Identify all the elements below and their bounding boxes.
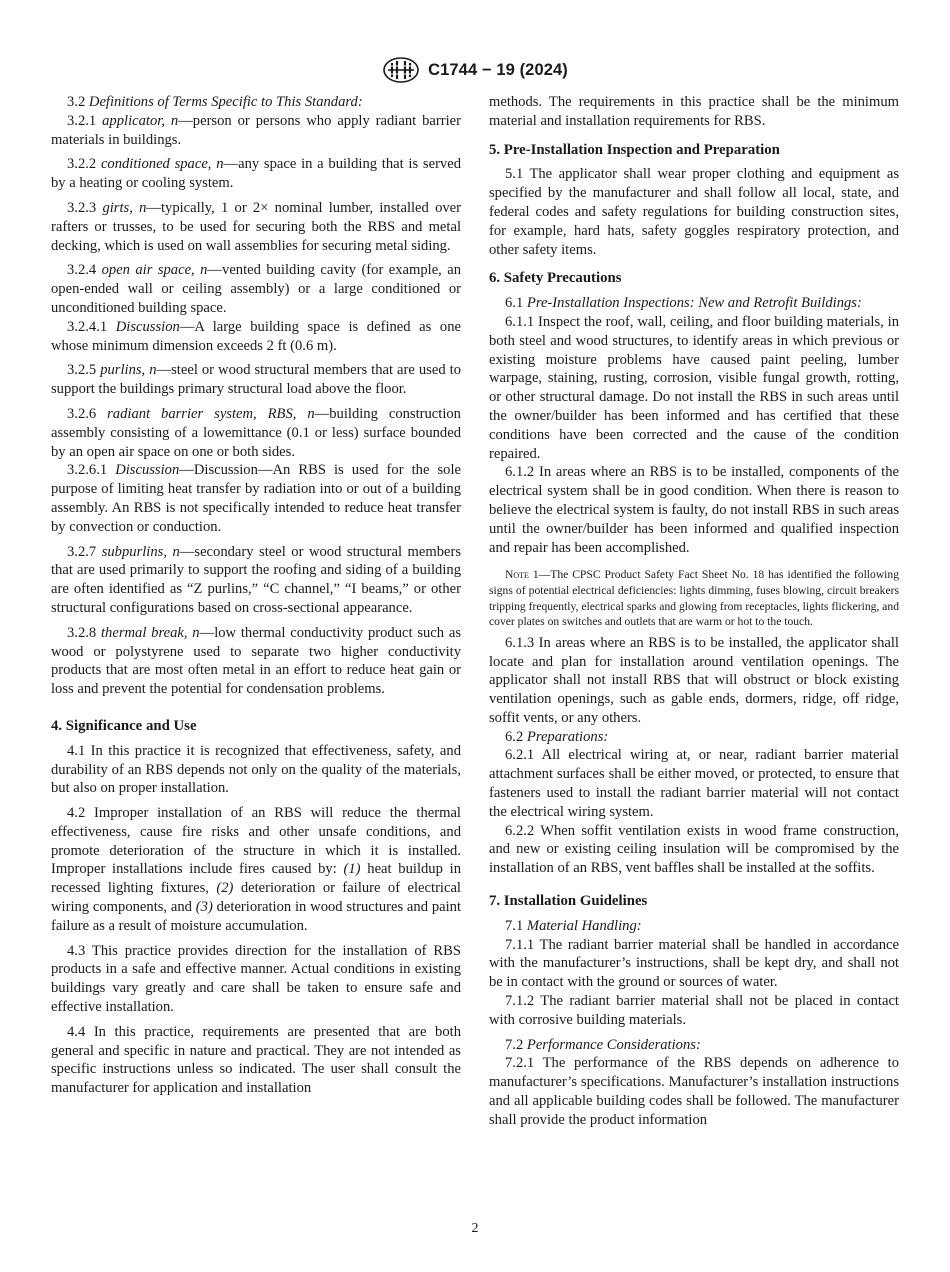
definition-3-2-4: 3.2.4 open air space, n—vented building cavity (for example, an open-ended wall or ceiling assembly) or a large conditioned or unconditioned building space. [51,262,461,316]
definition-3-2-3: 3.2.3 girts, n—typically, 1 or 2× nominal lumber, installed over rafters or trusses, to be used for securing both the RBS and metal decking, which is used on wall assemblies for securing metal siding. [51,199,461,254]
standard-designation: C1744 − 19 (2024) [428,60,568,79]
astm-logo-icon [382,57,420,83]
page-number: 2 [471,1221,479,1236]
page-header [0,56,950,84]
note-1: Note 1—The CPSC Product Safety Fact Sheet No. 18 has identified the following signs of potential electrical deficiencies: lights dimming, fuses blowing, circuit breakers tripping frequently, electrical sparks and glowing from receptacles, lights flickering, and cover plates on switches and outlets that are warm or hot to the touch. [489,568,900,629]
paragraph-7-1-2: 7.1.2 The radiant barrier material shall not be placed in contact with corrosive building materials. [489,993,899,1028]
section-heading-7: 7. Installation Guidelines [489,893,648,910]
paragraph-6-1-3: 6.1.3 In areas where an RBS is to be installed, the applicator shall locate and plan for installation around ventilation openings. The applicator shall not install RBS that will obstruct or block existing ventilation openings, such as gable ends, dormers, ridge, off ridge, soffit vents, or any others. [489,634,899,726]
definition-3-2-8: 3.2.8 thermal break, n—low thermal conductivity product such as wood or polystyrene used to separate two higher conductivity products that are most often metal in an effort to reduce heat gain or loss and prevent the potential for condensation problems. [51,624,462,698]
paragraph-4-2: 4.2 Improper installation of an RBS will reduce the thermal effectiveness, cause fire risks and other unsafe conditions, and promote deterioration of the structure in which it is installed. Improper installations include fires caused by: (1) heat buildup in recessed lighting fixtures, (2) deterioration or failure of electrical wiring components, and (3) deterioration in wood structures and paint failure as a result of moisture accumulation. [51,805,461,934]
right-column [489,93,899,1130]
paragraph-6-1-2: 6.1.2 In areas where an RBS is to be installed, components of the electrical system shall be in good condition. When there is reason to believe the electrical system is faulty, do not install RBS in such areas until the owner/builder has been informed and qualified inspection and repair has been accomplished. [489,464,899,556]
section-7-1: 7.1 Material Handling: [505,917,642,934]
paragraph-4-3: 4.3 This practice provides direction for the installation of RBS products in a safe and effective manner. Actual conditions in existing buildings vary greatly and care shall be taken to ensure safe and effective installation. [51,942,461,1016]
definition-3-2-5: 3.2.5 purlins, n—steel or wood structural members that are used to support the buildings primary structural load above the floor. [51,362,461,398]
left-column [51,93,461,1098]
section-6-1: 6.1 Pre-Installation Inspections: New and Retrofit Buildings: [505,295,862,312]
section-heading-5: 5. Pre-Installation Inspection and Preparation [489,141,780,158]
section-3-2: 3.2 Definitions of Terms Specific to This Standard: [67,94,363,110]
paragraph-6-1-1: 6.1.1 Inspect the roof, wall, ceiling, and floor building materials, in both steel and wood structures, to identify areas in which previous or existing moisture problems have caused paint peeling, lumber warpage, staining, rusting, corrosion, visible fungal growth, rotting, or other structural damage. Do not install the RBS in such areas until the owner/builder has been informed and has certified that these conditions have been corrected and the cause of the condition repaired. [489,313,899,462]
definition-3-2-1: 3.2.1 applicator, n—person or persons who apply radiant barrier materials in buildings. [51,112,462,148]
paragraph-7-1-1: 7.1.1 The radiant barrier material shall be handled in accordance with the manufacturer’s instructions, shall be kept dry, and shall not be in contact with the ground or sources of water. [489,936,899,991]
paragraph-4-4-continued: methods. The requirements in this practice shall be the minimum material and installation requirements for RBS. [489,94,899,129]
paragraph-7-2-1: 7.2.1 The performance of the RBS depends on adherence to manufacturer’s specifications. Manufacturer’s installation instructions and all applicable building codes shall be followed. The manufacturer shall provide the product information [489,1055,899,1128]
paragraph-6-2-1: 6.2.1 All electrical wiring at, or near, radiant barrier material attachment surfaces shall be either moved, or protected, to ensure that fasteners used to install the radiant barrier material will not contact the electrical wiring system. [489,747,899,820]
discussion-3-2-4-1: 3.2.4.1 Discussion—A large building space is defined as one whose minimum dimension exceeds 2 ft (0.6 m). [51,318,461,354]
paragraph-4-1: 4.1 In this practice it is recognized that effectiveness, safety, and durability of an RBS depends not only on the quality of the materials, but also on proper installation. [51,742,461,797]
paragraph-6-2-2: 6.2.2 When soffit ventilation exists in wood frame construction, and new or existing ceiling insulation will be compromised by the installation of an RBS, vent baffles shall be installed at the soffits. [489,822,899,877]
section-7-2: 7.2 Performance Considerations: [505,1036,701,1053]
section-heading-4: 4. Significance and Use [51,717,197,734]
definition-3-2-2: 3.2.2 conditioned space, n—any space in a building that is served by a heating or cooling system. [51,156,461,192]
section-6-2: 6.2 Preparations: [505,728,609,745]
section-heading-6: 6. Safety Precautions [489,270,622,287]
paragraph-4-4: 4.4 In this practice, requirements are presented that are both general and specific in nature and practical. They are not intended as specific instructions unless so indicated. The user shall consult the manufacturer for application and installation [51,1023,461,1097]
definition-3-2-6: 3.2.6 radiant barrier system, RBS, n—building construction assembly consisting of a lowemittance (0.1 or less) surface bounded by an open air space on one or both sides. [51,405,461,460]
definition-3-2-7: 3.2.7 subpurlins, n—secondary steel or wood structural members that are used primarily to support the roofing and siding of a building are often identified as “Z purlins,” “C channel,” “I beams,” or other structural configurations based on cross-sectional appearance. [51,543,462,616]
paragraph-5-1: 5.1 The applicator shall wear proper clothing and equipment as specified by the manufacturer and shall follow all local, state, and federal codes and safety regulations for building construction sites, for example, hard hats, safety goggles respiratory protection, and other safety items. [489,166,899,258]
discussion-3-2-6-1: 3.2.6.1 Discussion—Discussion—An RBS is used for the sole purpose of limiting heat transfer by radiation into or out of a building assembly. An RBS is not specifically intended to reduce heat transfer by convection or conduction. [51,462,461,535]
